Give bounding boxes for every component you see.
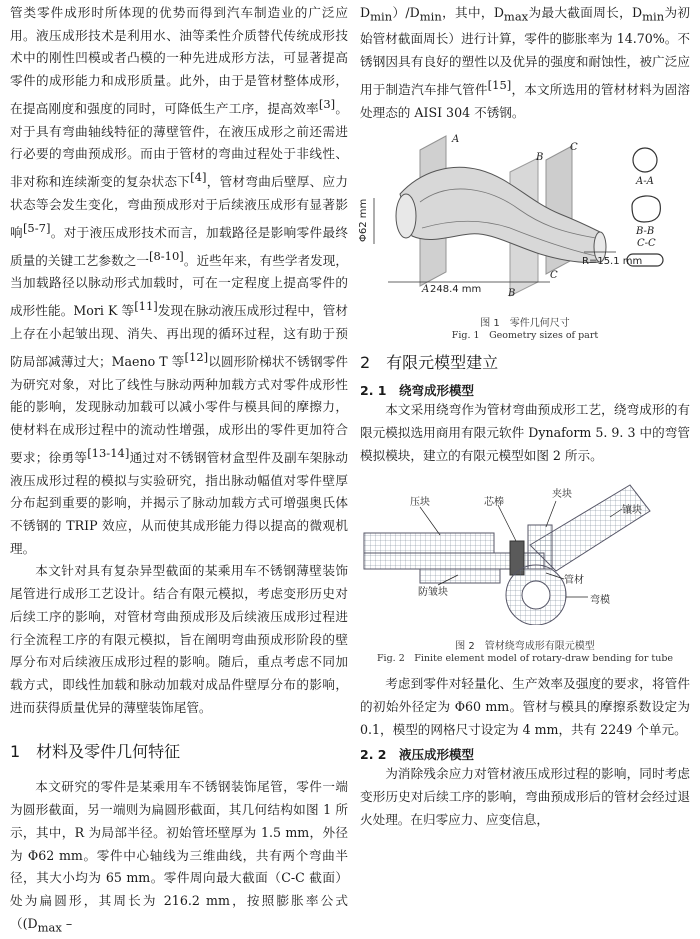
- dimension-diameter: Φ62 mm: [358, 198, 369, 243]
- section-aa-label: A-A: [636, 176, 654, 188]
- label-bend-die: 弯模: [590, 595, 610, 607]
- citation: [3]: [318, 96, 336, 111]
- citation: [12]: [184, 349, 209, 364]
- citation: [8-10]: [148, 248, 184, 263]
- paragraph-bending-model: 本文采用绕弯作为管材弯曲预成形工艺，绕弯成形的有限元模拟选用商用有限元软件 Dynaform 5. 9. 3 中的弯管模拟模块，建立的有限元模型如图 2 所示。: [360, 402, 690, 463]
- clamp-die-mesh: [528, 525, 552, 569]
- figure-2: [360, 475, 690, 663]
- label-b-bottom: B: [508, 288, 516, 300]
- part-geometry-drawing: [360, 132, 690, 302]
- section-2-title: 2 有限元模型建立: [360, 353, 499, 373]
- section-aa-shape: [633, 148, 657, 172]
- paragraph-objective: 本文针对具有复杂异型截面的某乘用车不锈钢薄壁装饰尾管进行成形工艺设计。结合有限元模拟，考虑变形历史对后续工序的影响，对管材弯曲预成形及后续液压成形过程进行全流程工序的有限元模拟，旨在阐明弯曲预成形阶段的壁厚分布对后续液压成形过程的影响。随后，重点考虑不同加载方式，即线性加载和脉动加载对成品件壁厚分布的影响，进而获得质量优异的薄壁装饰尾管。: [10, 563, 348, 715]
- wiper-die-mesh: [420, 569, 500, 583]
- label-pressure-die: 压块: [410, 497, 430, 509]
- section-bb-shape: [632, 196, 660, 222]
- paragraph-intro: 管类零件成形时所体现的优势而得到汽车制造业的广泛应用。液压成形技术是利用水、油等柔性介质替代传统成形技术中的刚性凹模或者凸模的一种先进成形方法，可显著提高零件的成形能力和成形质量。此外，由于是管材整体成形，在提高刚度和强度的同时，可降低生产工序，提高效率[3]。对于具有弯曲轴线特征的薄壁管件，在液压成形之前还需进行必要的弯曲预成形。而由于管材的弯曲过程处于非线性、非对称和连续渐变的复杂状态下[4]，管材弯曲后壁厚、应力状态等会发生变化，弯曲预成形对于后续液压成形有显著影响[5-7]。对于液压成形技术而言，加载路径是影响零件最终质量的关键工艺参数之一[8-10]。近些年来，有些学者发现，当加载路径以脉动形式加载时，可在一定程度上提高零件的成形性能。Mori K 等[11]发现在脉动液压成形过程中，管材上存在小起皱出现、消失、再出现的循环过程，这有助于预防局部减薄过大；Maeno T 等[12]以圆形阶梯状不锈钢零件为研究对象，对比了线性与脉动两种加载方式对零件成形性能的影响，发现脉动加载可以减小零件与模具间的摩擦力，使材料在成形过程中的流动性增强，成形出的零件更加符合要求；徐勇等[13-14]通过对不锈钢管材盒型件及副车架脉动液压成形过程的模拟与实验研究，指出脉动幅值对零件壁厚分布起到重要的影响，并揭示了脉动加载方式可增强奥氏体不锈钢的 TRIP 效应，从而使其成形能力得以提高的微观机理。: [10, 5, 349, 556]
- label-b-top: B: [536, 152, 544, 164]
- dimension-radius: R=15.1 mm: [582, 256, 643, 268]
- citation: [15]: [487, 77, 512, 92]
- figure-2-caption: 图 2 管材绕弯成形有限元模型: [455, 641, 595, 653]
- paragraph-hydroforming-model: 为消除残余应力对管材液压成形过程的影响，同时考虑变形历史对后续工序的影响，弯曲预成形后的管材会经过退火处理。在归零应力、应变信息，: [360, 766, 690, 827]
- paragraph-mesh-settings: 考虑到零件对轻量化、生产效率及强度的要求，将管件的初始外径定为 Φ60 mm。管材与模具的摩擦系数设定为 0.1，模型的网格尺寸设定为 4 mm，共有 2249 个单元。: [360, 676, 690, 737]
- label-c-top: C: [570, 142, 578, 154]
- label-tube: 管材: [564, 575, 584, 587]
- label-wiper-die: 防皱块: [418, 587, 448, 599]
- figure-1: [360, 132, 690, 340]
- label-c-bottom: C: [550, 270, 558, 282]
- label-mandrel: 芯棒: [484, 497, 504, 509]
- citation: [5-7]: [22, 220, 51, 235]
- figure-2-caption-en: Fig. 2 Finite element model of rotary-draw bending for tube: [376, 653, 674, 665]
- label-a-bottom: A: [422, 284, 430, 296]
- tube-end-round: [396, 194, 416, 238]
- paragraph-material: 本文研究的零件是某乘用车不锈钢装饰尾管，零件一端为圆形截面，另一端则为扁圆形截面，其几何结构如图 1 所示，其中，R 为局部半径。初始管坯壁厚为 1.5 mm，外径为 Φ62 mm。零件中心轴线为三维曲线，共有两个弯曲半径，其大小均为 65 mm。零件周向最大截面（C-C 截面）处为扁圆形，其周长为 216.2 mm，按照膨胀率公式（($D_{max}$ –: [10, 779, 348, 935]
- left-column: [10, 0, 348, 939]
- label-clamp-die: 夹块: [552, 489, 572, 501]
- pressure-die-mesh: [364, 533, 494, 553]
- right-column: [360, 0, 690, 832]
- citation: [13-14]: [87, 445, 130, 460]
- figure-1-caption: 图 1 零件几何尺寸: [480, 318, 570, 330]
- section-bb-label: B-B: [636, 226, 655, 238]
- section-1-title: 1 材料及零件几何特征: [10, 742, 181, 762]
- dimension-length: 248.4 mm: [430, 284, 482, 296]
- section-cc-label: C-C: [637, 238, 656, 250]
- label-insert: 镶块: [622, 505, 642, 517]
- figure-1-caption-en: Fig. 1 Geometry sizes of part: [451, 330, 599, 342]
- subsection-2-2-title: 2. 2 液压成形模型: [360, 747, 474, 763]
- citation: [4]: [190, 170, 207, 185]
- citation: [11]: [134, 299, 158, 314]
- paragraph-expansion: $D_{min})/D_{min}$，其中，$D_{max}$为最大截面周长，$D_{min}$为初始管材截面周长）进行计算，零件的膨胀率为 14.70%。不锈钢因具有良好的塑性以及优异的强度和耐蚀性，被广泛应用于制造汽车排气管件[15]，本文所选用的管材材料为固溶处理态的 AISI 304 不锈钢。: [360, 5, 691, 120]
- label-a-top: A: [452, 134, 460, 146]
- subsection-2-1-title: 2. 1 绕弯成形模型: [360, 383, 474, 399]
